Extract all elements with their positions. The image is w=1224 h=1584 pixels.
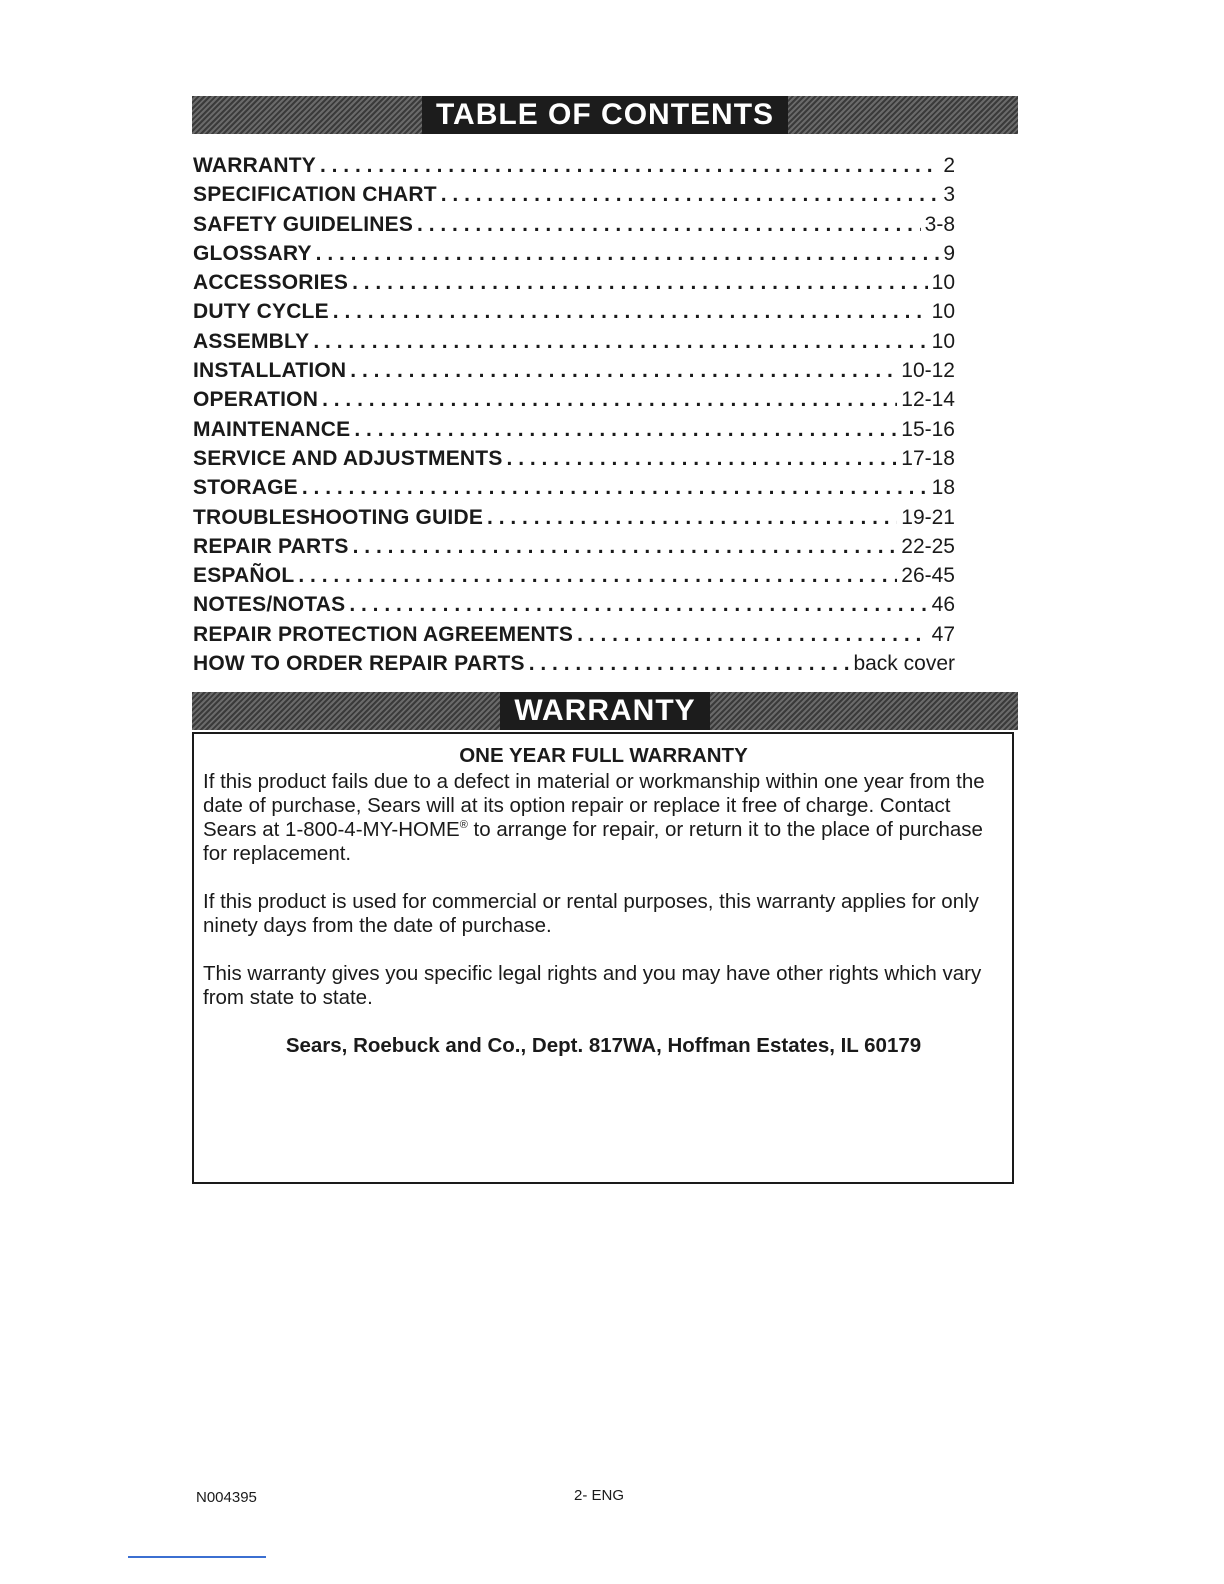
toc-entry[interactable] (193, 564, 955, 593)
toc-entry-page: 9 (943, 241, 955, 265)
toc-entry-page: 3 (943, 183, 955, 207)
toc-entry-label: DUTY CYCLE (193, 300, 329, 324)
toc-leader-dots (313, 330, 927, 354)
toc-leader-dots (322, 388, 897, 412)
toc-entry-page: 22-25 (901, 534, 955, 558)
toc-header-band (192, 96, 1018, 134)
toc-entry[interactable] (193, 506, 955, 535)
toc-entry-label: ESPAÑOL (193, 564, 295, 588)
warranty-paragraph-3: This warranty gives you specific legal rights and you may have other rights which vary from state to state. (203, 962, 982, 1009)
warranty-paragraph-1 (203, 770, 1004, 866)
toc-entry-page: 3-8 (924, 212, 955, 236)
toc-entry[interactable] (193, 593, 955, 622)
toc-entry-page: 26-45 (901, 564, 955, 588)
toc-leader-dots (352, 271, 928, 295)
toc-entry-page: 15-16 (901, 417, 955, 441)
toc-leader-dots (507, 447, 898, 471)
toc-entry-label: INSTALLATION (193, 359, 347, 383)
document-code: N004395 (196, 1489, 257, 1506)
toc-entry[interactable] (193, 652, 955, 681)
toc-leader-dots (316, 242, 940, 266)
toc-entry-page: 10-12 (901, 359, 955, 383)
toc-entry[interactable] (193, 213, 955, 242)
toc-entry-page: 10 (931, 300, 955, 324)
page-number: 2- ENG (574, 1487, 625, 1504)
toc-entry-page: 17-18 (901, 446, 955, 470)
toc-leader-dots (417, 213, 921, 237)
toc-entry-label: MAINTENANCE (193, 417, 351, 441)
toc-entry-label: SAFETY GUIDELINES (193, 212, 414, 236)
toc-entry-page: 10 (931, 271, 955, 295)
toc-entry[interactable] (193, 300, 955, 329)
toc-leader-dots (353, 535, 898, 559)
warranty-address: Sears, Roebuck and Co., Dept. 817WA, Hoffman Estates, IL 60179 (285, 1034, 922, 1057)
toc-entry-label: REPAIR PROTECTION AGREEMENTS (193, 622, 574, 646)
toc-entry[interactable] (193, 183, 955, 212)
toc-entry-label: OPERATION (193, 388, 319, 412)
toc-entry[interactable] (193, 447, 955, 476)
toc-entry[interactable] (193, 359, 955, 388)
toc-entry-page: back cover (853, 652, 955, 676)
toc-leader-dots (298, 564, 897, 588)
toc-entry-label: WARRANTY (193, 154, 316, 177)
toc-entry[interactable] (193, 154, 955, 183)
toc-entry-page: 47 (931, 622, 955, 646)
toc-leader-dots (577, 623, 928, 647)
toc-entry[interactable] (193, 535, 955, 564)
footer-accent-line (128, 1556, 266, 1558)
toc-title: TABLE OF CONTENTS (422, 96, 788, 134)
warranty-paragraph-1-text: If this product fails due to a defect in material or workmanship within one year from the date of purchase, Sears will at its option repair or replace it free of charge. Contact Sears at 1-800-4-MY-HOME (203, 770, 985, 841)
toc-entry-page: 10 (931, 329, 955, 353)
warranty-header-band (192, 692, 1018, 730)
toc-entry-page: 46 (931, 593, 955, 617)
toc-entry[interactable] (193, 418, 955, 447)
toc-leader-dots (354, 418, 897, 442)
table-of-contents (193, 154, 955, 681)
toc-entry-page: 12-14 (901, 388, 955, 412)
warranty-title: WARRANTY (500, 692, 709, 730)
toc-entry[interactable] (193, 476, 955, 505)
warranty-box (192, 732, 1014, 1184)
warranty-paragraph-1-text-end: to arrange for repair, or return it to the place of purchase for replacement. (203, 818, 983, 865)
warranty-heading: ONE YEAR FULL WARRANTY (459, 744, 748, 767)
warranty-paragraph-2: If this product is used for commercial or rental purposes, this warranty applies for only ninety days from the date of purchase. (203, 890, 979, 937)
toc-entry[interactable] (193, 623, 955, 652)
toc-leader-dots (487, 506, 897, 530)
toc-entry-label: ACCESSORIES (193, 271, 349, 295)
toc-leader-dots (320, 154, 939, 178)
toc-entry-label: SPECIFICATION CHART (193, 183, 437, 207)
toc-entry-label: TROUBLESHOOTING GUIDE (193, 505, 484, 529)
toc-leader-dots (349, 593, 927, 617)
toc-entry-label: REPAIR PARTS (193, 534, 349, 558)
toc-leader-dots (302, 476, 928, 500)
toc-leader-dots (529, 652, 850, 676)
toc-entry[interactable] (193, 271, 955, 300)
toc-entry-label: NOTES/NOTAS (193, 593, 346, 617)
toc-entry-label: STORAGE (193, 476, 298, 500)
toc-entry-label: GLOSSARY (193, 241, 312, 265)
toc-entry-label: SERVICE AND ADJUSTMENTS (193, 446, 503, 470)
toc-entry-page: 19-21 (901, 505, 955, 529)
registered-mark: ® (459, 819, 468, 832)
toc-entry[interactable] (193, 330, 955, 359)
toc-leader-dots (441, 183, 940, 207)
toc-entry-page: 2 (943, 154, 955, 177)
toc-entry[interactable] (193, 242, 955, 271)
toc-entry-label: ASSEMBLY (193, 329, 310, 353)
toc-entry-label: HOW TO ORDER REPAIR PARTS (193, 652, 525, 676)
toc-leader-dots (350, 359, 897, 383)
toc-entry-page: 18 (931, 476, 955, 500)
toc-entry[interactable] (193, 388, 955, 417)
toc-leader-dots (333, 300, 928, 324)
